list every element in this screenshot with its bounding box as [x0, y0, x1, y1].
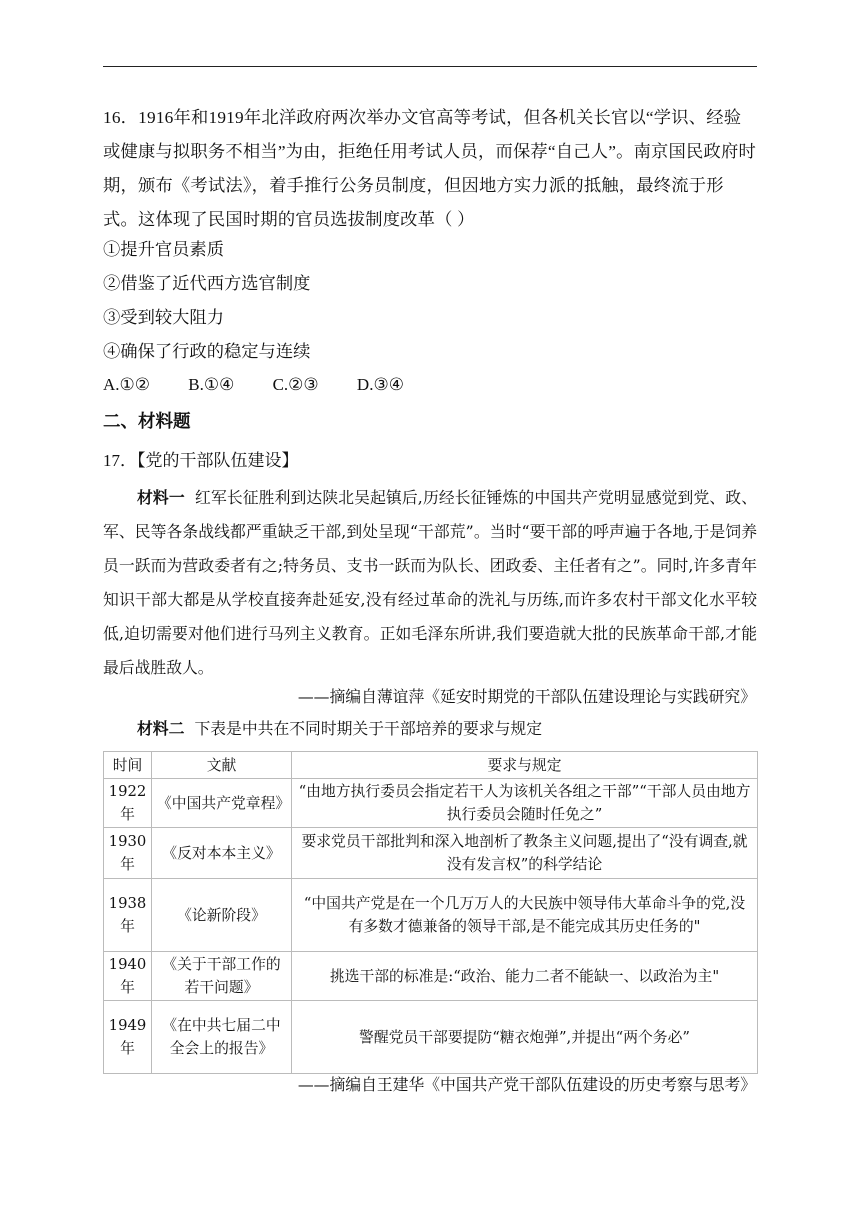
table-row [104, 952, 758, 1001]
choice-a[interactable]: A.①② [103, 375, 151, 394]
question-16-line: 式。这体现了民国时期的官员选拔制度改革（ ） [103, 210, 475, 229]
table-header-cell: 要求与规定 [292, 752, 758, 779]
table-cell-year: 1938年 [104, 879, 152, 952]
material-2-intro-text: 下表是中共在不同时期关于干部培养的要求与规定 [194, 719, 542, 738]
table-header-cell: 时间 [104, 752, 152, 779]
statement-4: ④确保了行政的稳定与连续 [103, 342, 311, 361]
material-2-label: 材料二 [137, 719, 185, 738]
table-header-cell: 文献 [152, 752, 292, 779]
material-2-intro [137, 714, 542, 744]
choice-d[interactable]: D.③④ [356, 375, 404, 394]
material-1-label: 材料一 [137, 488, 185, 507]
table-row [104, 879, 758, 952]
question-16 [103, 101, 757, 237]
statement-3: ③受到较大阻力 [103, 308, 224, 327]
section-title: 二、材料题 [103, 412, 191, 432]
table-cell-document: 《中国共产党章程》 [152, 779, 292, 828]
table-cell-requirement: “中国共产党是在一个几万万人的大民族中领导伟大革命斗争的党,没有多数才德兼备的领导干部,是不能完成其历史任务的" [292, 879, 758, 952]
answer-choices [103, 370, 404, 400]
cadre-requirements-table [103, 751, 758, 1074]
statement-2: ②借鉴了近代西方选官制度 [103, 274, 311, 293]
question-17-heading: 17．【党的干部队伍建设】 [103, 451, 299, 470]
material-1-source: ——摘编自薄谊萍《延安时期党的干部队伍建设理论与实践研究》 [297, 687, 756, 706]
question-16-line: 16．1916年和1919年北洋政府两次举办文官高等考试，但各机关长官以“学识、经验 [103, 108, 742, 127]
table-cell-year: 1930年 [104, 828, 152, 879]
table-cell-year: 1949年 [104, 1001, 152, 1074]
table-cell-year: 1940年 [104, 952, 152, 1001]
header-rule [103, 66, 757, 67]
table-cell-year: 1922年 [104, 779, 152, 828]
table-cell-document: 《反对本本主义》 [152, 828, 292, 879]
table-row [104, 779, 758, 828]
table-cell-requirement: “由地方执行委员会指定若干人为该机关各组之干部”“干部人员由地方执行委员会随时任免之” [292, 779, 758, 828]
table-cell-requirement: 警醒党员干部要提防“糖衣炮弹”,并提出“两个务必” [292, 1001, 758, 1074]
table-cell-requirement: 要求党员干部批判和深入地剖析了教条主义问题,提出了“没有调查,就没有发言权”的科学结论 [292, 828, 758, 879]
table-cell-document: 《在中共七届二中全会上的报告》 [152, 1001, 292, 1074]
table-cell-document: 《论新阶段》 [152, 879, 292, 952]
statement-1: ①提升官员素质 [103, 240, 224, 259]
choice-c[interactable]: C.②③ [272, 375, 319, 394]
table-cell-requirement: 挑选干部的标准是:“政治、能力二者不能缺一、以政治为主" [292, 952, 758, 1001]
question-16-line: 期，颁布《考试法》，着手推行公务员制度，但因地方实力派的抵触，最终流于形 [103, 176, 724, 195]
material-1 [103, 481, 757, 685]
material-2-source: ——摘编自王建华《中国共产党干部队伍建设的历史考察与思考》 [297, 1075, 756, 1094]
table-row [104, 828, 758, 879]
table-header-row [104, 752, 758, 779]
choice-b[interactable]: B.①④ [188, 375, 235, 394]
table-cell-document: 《关于干部工作的若干问题》 [152, 952, 292, 1001]
material-1-text: 红军长征胜利到达陕北吴起镇后,历经长征锤炼的中国共产党明显感觉到党、政、军、民等各条战线都严重缺乏干部,到处呈现“干部荒”。当时“要干部的呼声遍于各地,于是饲养员一跃而为营政委者有之;特务员、支书一跃而为队长、团政委、主任者有之”。同时,许多青年知识干部大都是从学校直接奔赴延安,没有经过革命的洗礼与历练,而许多农村干部文化水平较低,迫切需要对他们进行马列主义教育。正如毛泽东所讲,我们要造就大批的民族革命干部,才能最后战胜敌人。 [103, 488, 757, 677]
question-16-line: 或健康与拟职务不相当”为由，拒绝任用考试人员，而保荐“自己人”。南京国民政府时 [103, 142, 756, 161]
table-row [104, 1001, 758, 1074]
